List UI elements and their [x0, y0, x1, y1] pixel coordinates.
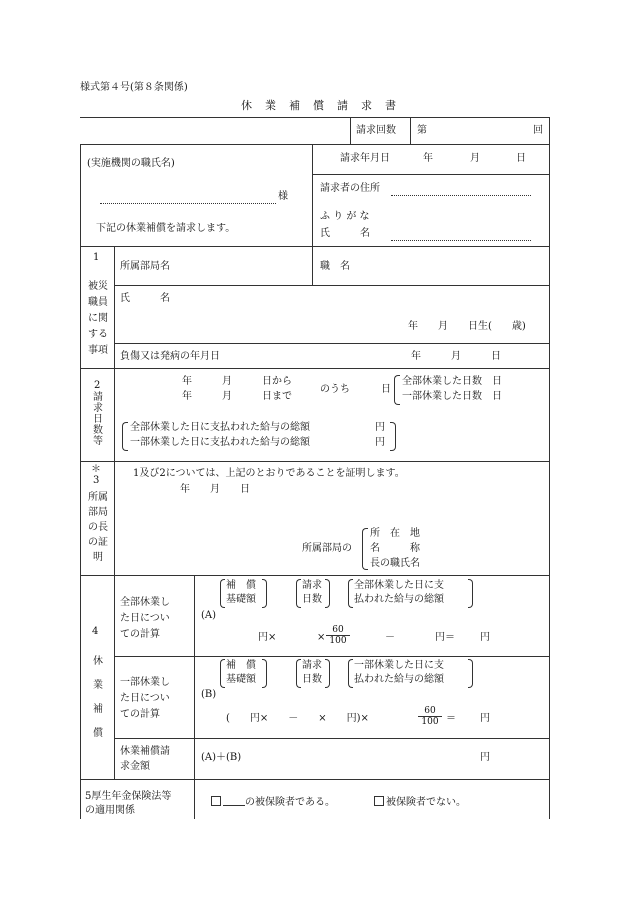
formula-b-equals: ＝	[446, 713, 456, 724]
formula-b-result: 円	[480, 713, 490, 724]
formula-a-yen1: 円×	[258, 632, 277, 643]
full-pay-bracket-l	[348, 579, 353, 608]
partial-calc-label: 一部休業し た日につい ての計算	[120, 677, 170, 720]
certify-date: 年 月 日	[180, 484, 250, 495]
claim-count-label: 請求回数	[356, 125, 396, 136]
claimant-name-label: 氏 名	[320, 228, 370, 239]
section1-number: 1	[93, 252, 100, 263]
claim-year: 年	[423, 153, 433, 164]
full-pay-label: 全部休業した日に支払われた給与の総額	[130, 422, 310, 433]
section1-title: 被災 職員 に関 する 事項	[88, 281, 108, 356]
not-insured-checkbox[interactable]	[374, 796, 384, 806]
section3-number: 3	[93, 475, 100, 486]
form-number: 様式第４号(第８条関係)	[80, 82, 188, 93]
claim-days-bracket-r	[325, 579, 330, 608]
section3-star: ＊	[91, 464, 101, 475]
insured-option-label: の被保険者である。	[245, 797, 335, 808]
form-title: 休 業 補 償 請 求 書	[241, 99, 397, 112]
full-pay-yen: 円	[375, 422, 385, 433]
basic-amount-bracket-r	[262, 579, 267, 608]
fraction-b: $\frac{60}{100}$	[418, 706, 442, 728]
basic-amount-label: 補 償 基礎額	[226, 580, 256, 605]
basic-amount-label-2: 補 償 基礎額	[226, 660, 256, 685]
recipient-honorific: 様	[278, 191, 288, 202]
pay-bracket-left	[122, 422, 128, 451]
total-label: 休業補償請 求金額	[120, 746, 170, 772]
injury-date: 年 月 日	[411, 351, 501, 362]
claim-date-label: 請求年月日	[340, 153, 390, 164]
full-calc-label: 全部休業し た日につい ての計算	[120, 597, 170, 640]
fraction-a: $\frac{60}{100}$	[326, 625, 350, 647]
partial-pay-label: 一部休業した日に支払われた給与の総額	[130, 437, 310, 448]
recipient-name-line	[100, 203, 276, 204]
address-label: 請求者の住所	[320, 183, 380, 194]
days-brace	[394, 375, 400, 405]
formula-a-equals: 円＝	[435, 632, 455, 643]
formula-b-main: ( 円× － × 円)×	[226, 713, 369, 724]
full-pay-calc-label: 全部休業した日に支 払われた給与の総額	[354, 580, 444, 605]
request-text: 下記の休業補償を請求します。	[96, 223, 236, 234]
claim-days-bracket-l	[296, 579, 301, 608]
insured-option[interactable]	[211, 796, 335, 809]
formula-a-minus: －	[385, 632, 395, 643]
claimant-name-line	[391, 240, 531, 241]
mark-b: (B)	[201, 689, 217, 700]
total-formula: (A)＋(B)	[201, 752, 242, 763]
partial-pay-calc-label: 一部休業した日に支 払われた給与の総額	[354, 660, 444, 685]
full-pay-bracket-r	[468, 579, 473, 608]
period-to: 年 月 日まで	[182, 391, 292, 402]
dept-prefix: 所属部局の	[302, 543, 352, 554]
partial-pay-bracket-r	[468, 659, 473, 688]
of-which: のうち	[320, 384, 350, 395]
insurance-type-blank[interactable]	[223, 796, 245, 806]
not-insured-option-label: 被保険者でない。	[386, 797, 466, 808]
claim-month: 月	[470, 153, 480, 164]
claim-days-bracket-l2	[296, 659, 301, 688]
location-label: 所 在 地	[370, 528, 420, 539]
claim-count-suffix: 回	[533, 125, 543, 136]
pay-bracket-right	[390, 422, 396, 451]
section2-number: 2	[94, 380, 101, 391]
basic-amount-bracket-l2	[220, 659, 225, 688]
total-yen: 円	[480, 752, 490, 763]
certify-text: 1及び2については、上記のとおりであることを証明します。	[133, 468, 405, 479]
not-insured-option[interactable]	[374, 796, 466, 809]
partial-days: 一部休業した日数 日	[402, 391, 502, 402]
section2-title: 請 求 日 数 等	[93, 392, 103, 447]
days-unit: 日	[381, 384, 391, 395]
formula-a-times: ×	[317, 632, 326, 643]
claim-count-prefix: 第	[417, 125, 427, 136]
head-name-label: 長の職氏名	[370, 558, 420, 569]
claim-days-label-2: 請求 日数	[302, 660, 322, 685]
formula-a-result: 円	[480, 632, 490, 643]
victim-name-label: 氏 名	[120, 293, 170, 304]
job-label: 職 名	[320, 261, 350, 272]
injury-date-label: 負傷又は発病の年月日	[120, 351, 220, 362]
full-days: 全部休業した日数 日	[402, 376, 502, 387]
cert-brace	[362, 528, 368, 570]
section4-number: 4	[92, 626, 99, 637]
period-from: 年 月 日から	[182, 376, 292, 387]
basic-amount-bracket-r2	[262, 659, 267, 688]
insured-checkbox[interactable]	[211, 796, 221, 806]
claim-days-label: 請求 日数	[302, 580, 322, 605]
birth-date: 年 月 日生( 歳)	[408, 321, 526, 332]
claim-day: 日	[516, 153, 526, 164]
recipient-label: (実施機関の職氏名)	[87, 158, 175, 169]
furigana-label: ふ り が な	[320, 211, 370, 222]
partial-pay-yen: 円	[375, 437, 385, 448]
claim-days-bracket-r2	[325, 659, 330, 688]
address-line	[391, 195, 531, 196]
dept-label: 所属部局名	[120, 261, 170, 272]
basic-amount-bracket-l	[220, 579, 225, 608]
partial-pay-bracket-l	[348, 659, 353, 688]
org-name-label: 名 称	[370, 543, 420, 554]
section5-title: 5厚生年金保険法等 の適用関係	[85, 791, 172, 816]
mark-a: (A)	[201, 610, 217, 621]
section4-title: 休 業 補 償	[93, 656, 103, 739]
section3-title: 所属 部局 の長 の証 明	[88, 492, 108, 563]
